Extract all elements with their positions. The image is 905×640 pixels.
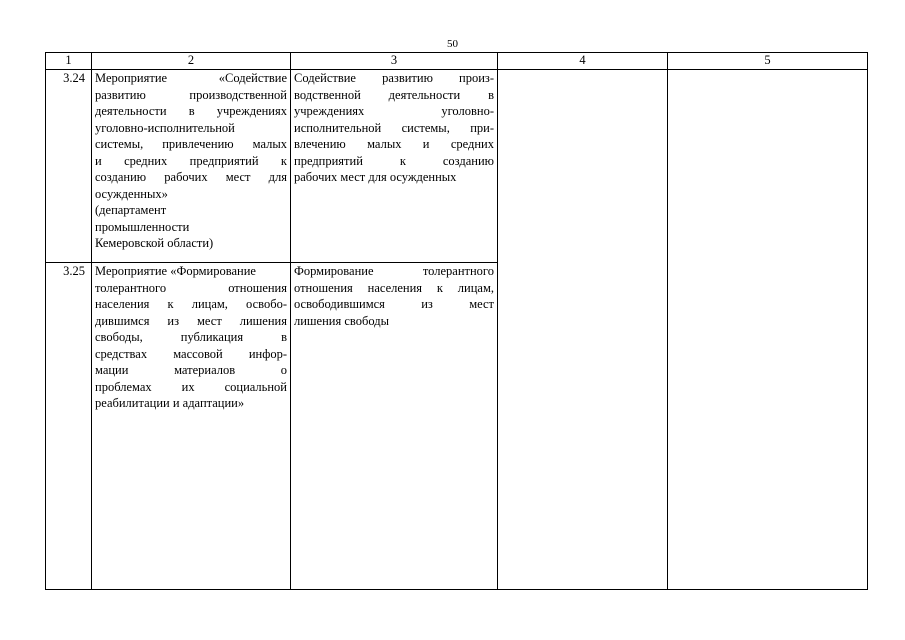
event-content: Содействие развитию произ- водственной деятельности в учреждениях уголовно- исполнительной системы, при- влечению малых и средних предприятий к созданию рабочих мест для осужденных bbox=[291, 70, 498, 263]
col-4-cell bbox=[498, 70, 668, 590]
event-description: Мероприятие «Формирование толерантного отношения населения к лицам, освобо- дившимся из мест лишения свободы, публикация в средствах массовой инфор- мации материалов о проблемах их социальной реабилитации и адаптации» bbox=[92, 263, 291, 590]
page-number: 50 bbox=[447, 38, 458, 50]
header-col-4: 4 bbox=[498, 53, 668, 70]
event-description: Мероприятие «Содействие развитию производственной деятельности в учреждениях уголовно-исполнительной системы, привлечению малых и средних предприятий к созданию рабочих мест для осужденных» (департамент промышленности Кемеровской области) bbox=[92, 70, 291, 263]
header-col-2: 2 bbox=[92, 53, 291, 70]
row-number: 3.25 bbox=[46, 263, 92, 590]
event-content: Формирование толерантного отношения населения к лицам, освободившимся из мест лишения свободы bbox=[291, 263, 498, 590]
row-number: 3.24 bbox=[46, 70, 92, 263]
header-col-3: 3 bbox=[291, 53, 498, 70]
measures-table bbox=[45, 52, 868, 590]
table-row bbox=[46, 70, 868, 263]
table-header-row bbox=[46, 53, 868, 70]
col-5-cell bbox=[668, 70, 868, 590]
header-col-1: 1 bbox=[46, 53, 92, 70]
header-col-5: 5 bbox=[668, 53, 868, 70]
